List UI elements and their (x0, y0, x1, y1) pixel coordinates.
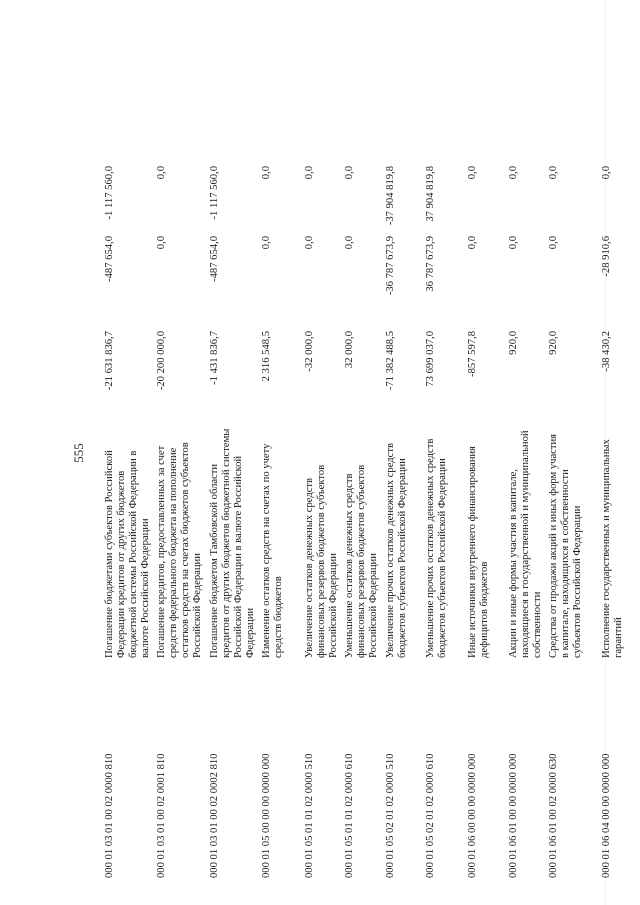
row-value-2: 0,0 (548, 236, 559, 250)
table-row (467, 38, 508, 878)
row-value-2: -487 654,0 (104, 236, 115, 282)
row-name: Погашение бюджетом Тамбовской области кредитов от других бюджетов бюджетной системы Российской Федерации в валюте Российской Федерации (209, 428, 256, 658)
row-code: 000 01 06 04 00 00 0000 000 (601, 753, 612, 878)
table-row (548, 38, 601, 878)
row-value-1: 73 699 037,0 (425, 331, 436, 387)
row-value-3: 0,0 (601, 166, 612, 180)
table-row (508, 38, 548, 878)
row-code: 000 01 06 00 00 00 0000 000 (467, 753, 478, 878)
table-row (304, 38, 344, 878)
row-name: Уменьшение прочих остатков денежных средств бюджетов субъектов Российской Федерации (425, 438, 448, 658)
row-value-3: -1 117 560,0 (104, 166, 115, 220)
row-name: Иные источники внутреннего финансирования дефицитов бюджетов (467, 446, 490, 658)
table-row (425, 38, 467, 878)
row-value-2: -28 910,6 (601, 236, 612, 277)
row-name: Средства от продажи акций и иных форм участия в капитале, находящихся в собственности субъектов Российской Федерации (548, 433, 583, 658)
row-name: Увеличение прочих остатков денежных средств бюджетов субъектов Российской Федерации (385, 443, 408, 658)
row-value-3: 0,0 (548, 166, 559, 180)
budget-sources-table (104, 38, 624, 878)
row-value-1: -21 631 836,7 (104, 331, 115, 391)
row-value-2: 0,0 (261, 236, 272, 250)
row-value-2: 0,0 (156, 236, 167, 250)
row-value-3: 0,0 (261, 166, 272, 180)
row-value-3: 0,0 (304, 166, 315, 180)
row-code: 000 01 03 01 00 02 0000 810 (104, 753, 115, 878)
row-code: 000 01 05 01 01 02 0000 510 (304, 753, 315, 878)
row-value-1: -71 382 488,5 (385, 331, 396, 391)
table-row (344, 38, 385, 878)
row-value-3: 37 904 819,8 (425, 166, 436, 222)
table-row (104, 38, 156, 878)
table-row (385, 38, 425, 878)
row-name: Акции и иные формы участия в капитале, находящиеся в государственной и муниципальной собственности (508, 430, 543, 658)
row-value-1: -20 200 000,0 (156, 331, 167, 391)
row-code: 000 01 06 01 00 00 0000 000 (508, 753, 519, 878)
row-value-3: 0,0 (467, 166, 478, 180)
row-value-2: 0,0 (304, 236, 315, 250)
row-value-1: 920,0 (508, 331, 519, 355)
row-value-3: 0,0 (508, 166, 519, 180)
row-value-3: 0,0 (156, 166, 167, 180)
row-value-1: -38 430,2 (601, 331, 612, 372)
row-value-1: -857 597,8 (467, 331, 478, 377)
table-row (209, 38, 261, 878)
row-code: 000 01 03 01 00 02 0002 810 (209, 753, 220, 878)
row-value-1: 2 316 548,5 (261, 331, 272, 382)
row-code: 000 01 03 01 00 02 0001 810 (156, 753, 167, 878)
row-name: Погашение кредитов, предоставленных за счет средств федерального бюджета на пополнение остатков средств на счетах бюджетов субъектов Российской Федерации (156, 442, 203, 658)
row-value-3: -37 904 819,8 (385, 166, 396, 226)
row-value-2: 36 787 673,9 (425, 236, 436, 292)
row-code: 000 01 06 01 00 02 0000 630 (548, 753, 559, 878)
row-value-1: -1 431 836,7 (209, 331, 220, 385)
row-value-2: 0,0 (467, 236, 478, 250)
row-name: Изменение остатков средств на счетах по учету средств бюджетов (261, 443, 284, 658)
row-value-2: -487 654,0 (209, 236, 220, 282)
row-code: 000 01 05 00 00 00 0000 000 (261, 753, 272, 878)
row-value-3: -1 117 560,0 (209, 166, 220, 220)
row-name: Увеличение остатков денежных средств финансовых резервов бюджетов субъектов Российской Федерации (304, 464, 339, 658)
table-row (156, 38, 209, 878)
row-value-2: 0,0 (508, 236, 519, 250)
table-row (261, 38, 304, 878)
row-value-1: 920,0 (548, 331, 559, 355)
table-row (601, 38, 631, 878)
row-value-2: -36 787 673,9 (385, 236, 396, 296)
row-name: Уменьшение остатков денежных средств финансовых резервов бюджетов субъектов Российской Федерации (344, 464, 379, 658)
page-number: 555 (71, 443, 86, 463)
row-code: 000 01 05 02 01 02 0000 510 (385, 753, 396, 878)
row-code: 000 01 05 01 01 02 0000 610 (344, 753, 355, 878)
row-value-1: -32 000,0 (304, 331, 315, 372)
row-name: Исполнение государственных и муниципальных гарантий (601, 439, 624, 658)
row-code: 000 01 05 02 01 02 0000 610 (425, 753, 436, 878)
row-value-2: 0,0 (344, 236, 355, 250)
row-value-1: 32 000,0 (344, 331, 355, 369)
row-value-3: 0,0 (344, 166, 355, 180)
row-name: Погашение бюджетами субъектов Российской Федерации кредитов от других бюджетов бюджетной системы Российской Федерации в валюте Российской Федерации (104, 450, 151, 658)
